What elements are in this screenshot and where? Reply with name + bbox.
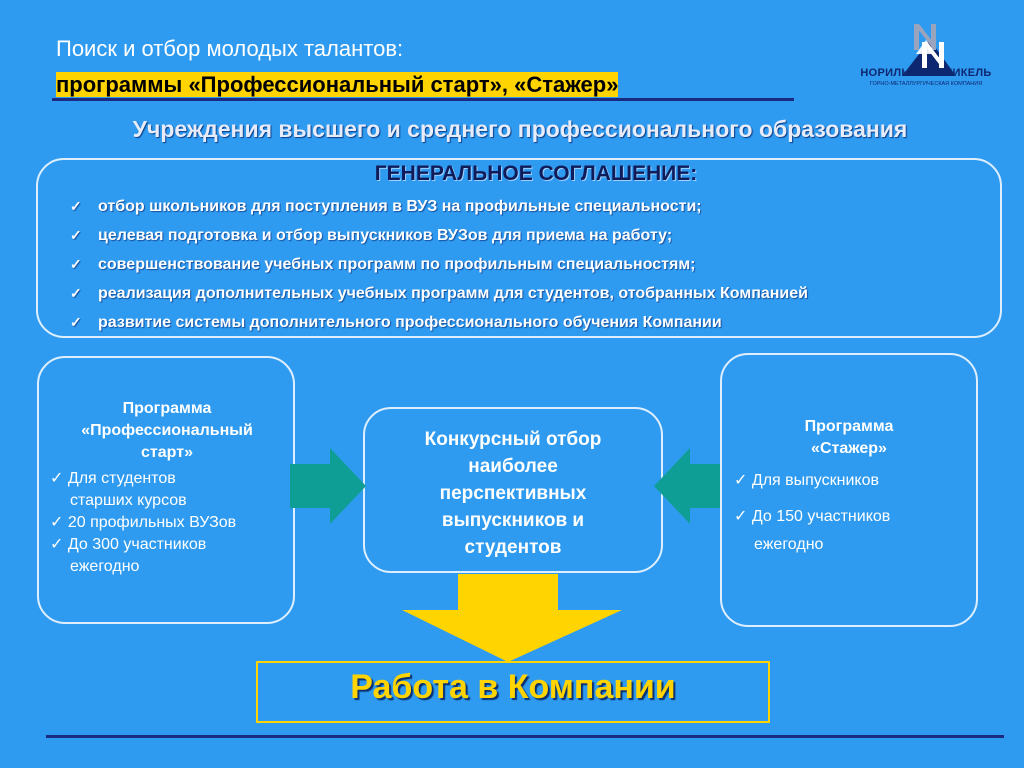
page-subtitle-programs (56, 72, 618, 98)
check-icon: ✓ (70, 285, 82, 301)
logo-name: НОРИЛЬСКИЙ НИКЕЛЬ (860, 67, 992, 79)
list-item (70, 227, 808, 256)
bullet-participants-cont: ежегодно (754, 536, 824, 553)
list-item (70, 198, 808, 227)
title-divider (52, 98, 794, 101)
arrow-left-icon (654, 448, 734, 524)
institutions-heading: Учреждения высшего и среднего профессионального образования (132, 116, 908, 142)
check-icon: ✓ (70, 227, 82, 243)
list-item-text: целевая подготовка и отбор выпускников ВУЗов для приема на работу; (98, 227, 673, 244)
check-icon: ✓ (70, 198, 82, 214)
arrow-down-icon (402, 574, 622, 664)
program-name-line1: «Профессиональный (81, 422, 253, 439)
bullet-students: ✓ Для студентов (50, 470, 176, 487)
bullet-participants: ✓ До 150 участников (734, 508, 891, 525)
logo-subtitle: ГОРНО-МЕТАЛЛУРГИЧЕСКАЯ КОМПАНИЯ (869, 81, 983, 87)
program-name-line2: старт» (141, 444, 193, 461)
center-line: студентов (464, 537, 562, 558)
list-item-text: реализация дополнительных учебных программ для студентов, отобранных Компанией (98, 285, 808, 302)
programs-title: программы «Профессиональный старт», «Стажер» (56, 72, 619, 97)
program-label: Программа (122, 400, 212, 417)
center-line: Конкурсный отбор (424, 429, 602, 450)
intern-program-bullets (734, 470, 890, 556)
program-name: «Стажер» (811, 440, 887, 457)
result-text: Работа в Компании (350, 668, 676, 706)
arrow-right-icon (290, 448, 370, 524)
list-item (70, 314, 808, 343)
list-item-text: отбор школьников для поступления в ВУЗ на профильные специальности; (98, 198, 702, 215)
page-title: Поиск и отбор молодых талантов: (56, 36, 404, 61)
list-item-text: развитие системы дополнительного профессионального обучения Компании (98, 314, 722, 331)
bullet-universities: ✓ 20 профильных ВУЗов (50, 514, 237, 531)
professional-start-bullets (50, 468, 236, 578)
center-line: наиболее (468, 456, 558, 477)
bullet-students-cont: старших курсов (70, 492, 187, 509)
program-label: Программа (804, 418, 894, 435)
bottom-divider (46, 735, 1004, 738)
check-icon: ✓ (70, 256, 82, 272)
bullet-participants: ✓ До 300 участников (50, 536, 207, 553)
agreement-title: ГЕНЕРАЛЬНОЕ СОГЛАШЕНИЕ: (374, 162, 698, 185)
bullet-participants-cont: ежегодно (70, 558, 140, 575)
check-icon: ✓ (70, 314, 82, 330)
agreement-list (70, 198, 808, 343)
list-item (70, 285, 808, 314)
center-line: перспективных (439, 483, 587, 504)
center-line: выпускников и (441, 510, 585, 531)
bullet-graduates: ✓ Для выпускников (734, 472, 879, 489)
intern-program-title (720, 416, 978, 460)
list-item-text: совершенствование учебных программ по профильным специальностям; (98, 256, 696, 273)
competitive-selection-text (363, 426, 663, 561)
list-item (70, 256, 808, 285)
professional-start-title (40, 398, 294, 464)
